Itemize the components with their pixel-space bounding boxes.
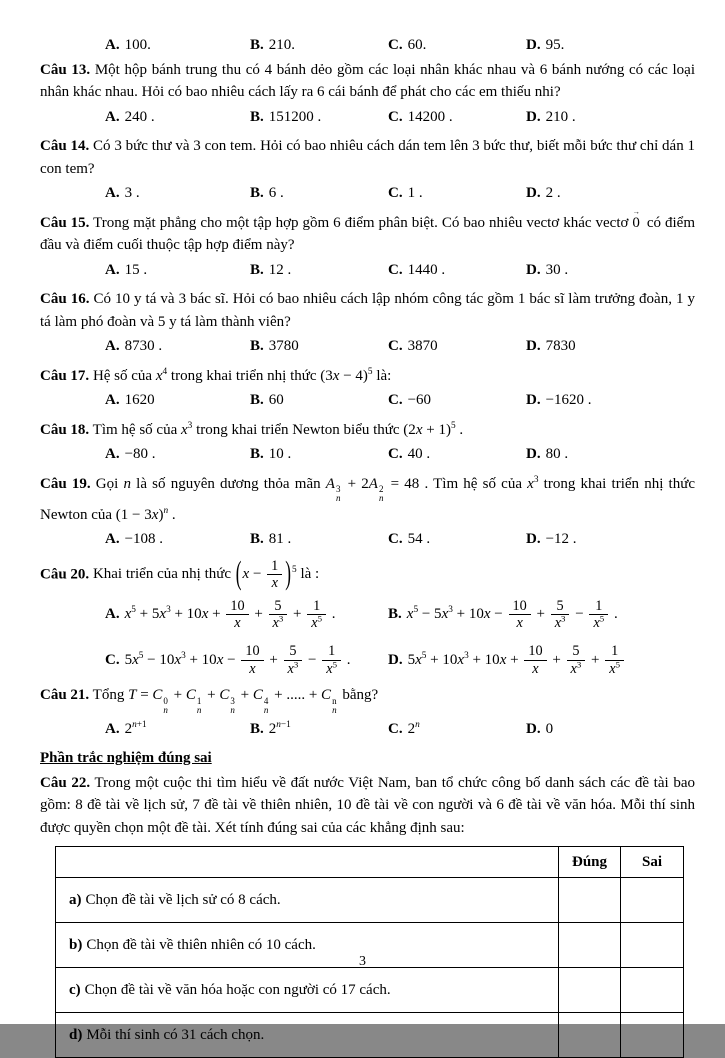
question-options <box>105 389 695 412</box>
option-a-label: A. <box>105 605 120 622</box>
option-c-value: −60 <box>407 392 432 408</box>
option-a <box>105 182 250 205</box>
option-b <box>250 528 388 551</box>
table-row-d <box>56 1013 684 1058</box>
option-c-label: C. <box>388 185 403 201</box>
option-a <box>105 259 250 282</box>
option-d-label: D. <box>526 392 541 408</box>
option-a-value: 100. <box>124 37 151 53</box>
option-c-value: 1440 . <box>407 261 446 278</box>
answer-cell-false <box>621 878 684 923</box>
question-text: Có 10 y tá và 3 bác sĩ. Hỏi có bao nhiêu cách lập nhóm công tác gồm 1 bác sĩ làm trưởng đoàn, 1 y tá làm phó đoàn và 5 y tá làm thành viên? <box>40 291 695 330</box>
option-d-label: D. <box>388 651 403 668</box>
option-d-value: 95. <box>545 37 565 53</box>
statement-text: Chọn đề tài về văn hóa hoặc con người có 17 cách. <box>84 981 391 998</box>
question-text: Gọi n là số nguyên dương thỏa mãn A 3 n + 2A 2 n = 48 . Tìm hệ số của $x^3$ trong khai triển nhị thức Newton của $(1 - 3x)^n$ . <box>40 474 696 523</box>
option-d <box>526 389 695 412</box>
option-d-value: 0 <box>545 720 554 737</box>
option-a-label: A. <box>105 108 120 125</box>
option-b-label: B. <box>250 108 264 125</box>
option-c-label: C. <box>388 446 403 462</box>
answer-cell-true <box>559 1013 621 1058</box>
option-d <box>388 643 695 677</box>
option-a-label: A. <box>105 37 120 53</box>
option-b-value: 12 . <box>268 261 292 278</box>
question-label: Câu 22. <box>40 774 91 791</box>
option-c <box>388 389 526 412</box>
option-a-value: $x^5 + 5x^3 + 10x$ + $\frac{10}{x}$ + $\frac{5}{x^3}$ + $\frac{1}{x^5}$ . <box>124 597 336 631</box>
option-b-value: 81 . <box>268 531 292 548</box>
question-text: Trong một cuộc thi tìm hiểu về đất nước Việt Nam, ban tổ chức công bố danh sách các đề tài bao gồm: 8 đề tài về lịch sử, 7 đề tài về thiên nhiên, 10 đề tài về con người và 6 đề tài về văn hóa. Mỗi thí sinh được quyền chọn một đề tài. Xét tính đúng sai của các khẳng định sau: <box>40 774 695 836</box>
question-19 <box>40 473 695 551</box>
option-d-label: D. <box>526 531 541 548</box>
option-a <box>105 598 388 632</box>
option-b-value: 10 . <box>268 446 292 462</box>
option-d-value: 210 . <box>545 108 576 125</box>
question-text: Một hộp bánh trung thu có 4 bánh dẻo gồm các loại nhân khác nhau và 6 bánh nướng có các loại nhân khác nhau. Hỏi có bao nhiêu cách lấy ra 6 cái bánh để phát cho các em thiếu nhi? <box>40 61 696 100</box>
question-options <box>105 106 695 129</box>
question-text: Tìm hệ số của $x^3$ trong khai triển Newton biểu thức $(2x + 1)^5$ . <box>92 420 464 438</box>
question-17 <box>40 365 695 412</box>
question-16 <box>40 288 695 358</box>
question-21 <box>40 684 695 740</box>
option-c-label: C. <box>388 531 403 548</box>
option-b-value: $x^5 - 5x^3 + 10x$ − $\frac{10}{x}$ + $\frac{5}{x^3}$ − $\frac{1}{x^5}$ . <box>406 597 618 631</box>
option-c <box>388 106 526 129</box>
option-a-label: A. <box>105 720 120 737</box>
option-b <box>250 259 388 282</box>
question-text: Có 3 bức thư và 3 con tem. Hỏi có bao nhiêu cách dán tem lên 3 bức thư, biết mỗi bức thư chỉ dán 1 con tem? <box>40 138 696 177</box>
question-15 <box>40 212 695 282</box>
option-d <box>526 335 695 358</box>
section-heading-true-false: Phần trắc nghiệm đúng sai <box>40 750 212 766</box>
question-label: Câu 14. <box>40 138 90 154</box>
question-label: Câu 18. <box>40 421 90 438</box>
option-c <box>388 34 526 57</box>
question-22 <box>40 772 695 840</box>
option-a-value: −108 . <box>124 531 164 548</box>
answer-cell-true <box>559 878 621 923</box>
option-b-value: 151200 . <box>268 108 322 125</box>
question-18 <box>40 419 695 466</box>
option-c <box>388 528 526 551</box>
question-label: Câu 21. <box>40 687 90 704</box>
option-b-label: B. <box>250 338 264 354</box>
option-a <box>105 443 250 466</box>
option-a-label: A. <box>105 392 120 408</box>
option-c-value: 2$^n$ <box>407 719 420 737</box>
option-c-value: $5x^5 - 10x^3 + 10x$ − $\frac{10}{x}$ + $\frac{5}{x^3}$ − $\frac{1}{x^5}$ . <box>124 643 351 677</box>
option-b-value: 3780 <box>268 338 299 354</box>
option-a <box>105 335 250 358</box>
question-options <box>105 598 695 678</box>
option-b-label: B. <box>250 446 264 462</box>
table-corner-cell <box>56 847 559 878</box>
option-d <box>526 718 695 741</box>
option-b <box>250 718 388 741</box>
option-d <box>526 443 695 466</box>
option-b-label: B. <box>250 37 264 53</box>
question-20 <box>40 554 695 677</box>
option-c-label: C. <box>388 392 403 408</box>
option-b <box>250 34 388 57</box>
column-header-false: Sai <box>621 847 684 878</box>
question-options <box>105 718 695 741</box>
option-d-value: 80 . <box>545 446 569 462</box>
option-d-value: −1620 . <box>545 392 592 408</box>
option-c <box>388 443 526 466</box>
option-c-value: 54 . <box>407 531 431 548</box>
question-label: Câu 20. <box>40 566 90 583</box>
option-c <box>105 643 388 677</box>
option-c-label: C. <box>388 720 403 737</box>
option-b <box>250 443 388 466</box>
option-b-value: 60 <box>268 392 284 408</box>
option-b <box>250 182 388 205</box>
option-b-label: B. <box>388 605 402 622</box>
question-options <box>105 335 695 358</box>
question-options <box>105 443 695 466</box>
question-text: Tổng T = C 0 n + C 1 n + C 3 n + C 4 n + ..... + C n n bằng? <box>92 687 379 716</box>
table-header-row <box>56 847 684 878</box>
option-c-value: 40 . <box>407 446 431 462</box>
option-c-label: C. <box>388 37 403 53</box>
option-c <box>388 335 526 358</box>
option-d-label: D. <box>526 446 541 462</box>
previous-question-options <box>105 34 695 57</box>
option-c-label: C. <box>388 108 403 125</box>
option-a <box>105 34 250 57</box>
question-text: Khai triển của nhị thức (x − $\frac{1}{x}$ )$^5$ là : <box>92 554 320 592</box>
question-label: Câu 16. <box>40 291 90 307</box>
question-label: Câu 13. <box>40 61 91 78</box>
table-row-c <box>56 968 684 1013</box>
option-d-value: 30 . <box>545 261 569 278</box>
option-c-label: C. <box>388 261 403 278</box>
option-b-value: 210. <box>268 37 296 53</box>
option-a-label: A. <box>105 531 120 548</box>
option-c <box>388 259 526 282</box>
option-d <box>526 182 695 205</box>
option-b-label: B. <box>250 185 264 201</box>
option-a <box>105 718 250 741</box>
option-a-value: 8730 . <box>124 338 163 354</box>
option-d <box>526 259 695 282</box>
question-options <box>105 528 695 551</box>
option-b-value: 6 . <box>268 185 284 201</box>
option-c-label: C. <box>105 651 120 668</box>
statement-text: Chọn đề tài về lịch sử có 8 cách. <box>85 891 281 908</box>
option-b <box>250 389 388 412</box>
option-c-value: 60. <box>407 37 427 53</box>
statement-label: d) <box>69 1026 83 1043</box>
question-options <box>105 182 695 205</box>
option-a-label: A. <box>105 446 120 462</box>
question-label: Câu 17. <box>40 367 90 384</box>
option-c-value: 1 . <box>407 185 423 201</box>
column-header-true: Đúng <box>559 847 621 878</box>
option-b-label: B. <box>250 720 264 737</box>
statement-label: b) <box>69 936 83 953</box>
option-d-value: 7830 <box>545 338 576 354</box>
option-a <box>105 106 250 129</box>
answer-cell-false <box>621 1013 684 1058</box>
option-a-value: −80 . <box>124 446 156 462</box>
option-d-label: D. <box>526 185 541 201</box>
option-d-value: $5x^5 + 10x^3 + 10x$ + $\frac{10}{x}$ + $\frac{5}{x^3}$ + $\frac{1}{x^5}$ <box>408 652 626 668</box>
option-c <box>388 718 526 741</box>
option-d <box>526 528 695 551</box>
option-c <box>388 182 526 205</box>
question-text: Hệ số của $x^4$ trong khai triển nhị thức $(3x - 4)^5$ là: <box>92 366 392 384</box>
question-13 <box>40 59 695 129</box>
option-b <box>250 106 388 129</box>
option-a-value: 1620 <box>124 392 155 408</box>
option-d-label: D. <box>526 108 541 125</box>
option-b-label: B. <box>250 531 264 548</box>
option-a <box>105 528 250 551</box>
option-c-value: 14200 . <box>407 108 453 125</box>
option-a-label: A. <box>105 261 120 278</box>
question-label: Câu 19. <box>40 475 91 492</box>
option-d-label: D. <box>526 338 541 354</box>
statement-text: Mỗi thí sinh có 31 cách chọn. <box>86 1026 265 1043</box>
option-a-value: $2^{n+1}$ <box>124 719 147 737</box>
answer-cell-false <box>621 968 684 1013</box>
option-d-value: −12 . <box>545 531 577 548</box>
option-b-label: B. <box>250 261 264 278</box>
answer-cell-true <box>559 968 621 1013</box>
option-d-label: D. <box>526 37 541 53</box>
question-14 <box>40 135 695 205</box>
statement-label: c) <box>69 981 81 998</box>
statement-label: a) <box>69 891 82 908</box>
option-a-label: A. <box>105 338 120 354</box>
option-a-value: 3 . <box>124 185 140 201</box>
table-row-a <box>56 878 684 923</box>
option-b <box>388 598 695 632</box>
option-c-label: C. <box>388 338 403 354</box>
question-text: Trong mặt phẳng cho một tập hợp gồm 6 điểm phân biệt. Có bao nhiêu vectơ khác vectơ → 0 có điểm đầu và điểm cuối thuộc tập hợp điểm này? <box>40 215 695 254</box>
option-a-label: A. <box>105 185 120 201</box>
option-b <box>250 335 388 358</box>
option-a <box>105 389 250 412</box>
option-d <box>526 34 695 57</box>
option-d-label: D. <box>526 720 541 737</box>
page-number: 3 <box>359 954 366 969</box>
statement-text: Chọn đề tài về thiên nhiên có 10 cách. <box>86 936 316 953</box>
question-options <box>105 259 695 282</box>
option-a-value: 240 . <box>124 108 155 125</box>
option-c-value: 3870 <box>407 338 438 354</box>
option-d <box>526 106 695 129</box>
option-d-label: D. <box>526 261 541 278</box>
option-d-value: 2 . <box>545 185 561 201</box>
option-b-value: $2^{n-1}$ <box>268 719 291 737</box>
option-b-label: B. <box>250 392 264 408</box>
option-a-value: 15 . <box>124 261 148 278</box>
question-label: Câu 15. <box>40 214 90 231</box>
